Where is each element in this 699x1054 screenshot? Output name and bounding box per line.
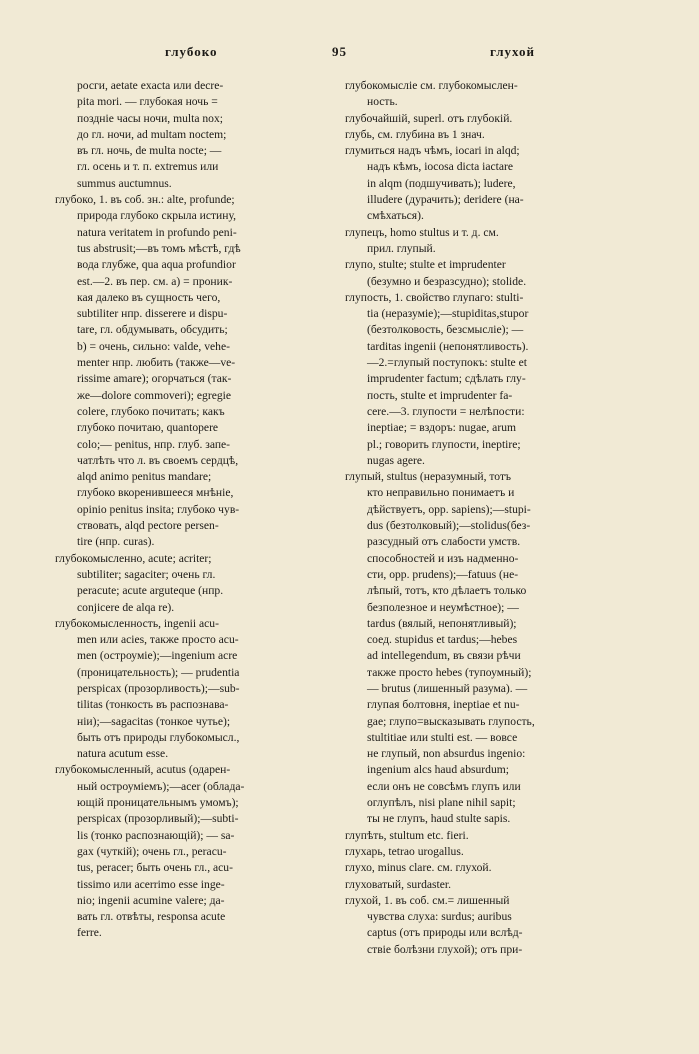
entry-line: imprudenter factum; сдѣлать глу- (367, 372, 526, 386)
entry-line: illudere (дурачить); deridere (на- (367, 193, 524, 207)
running-header (0, 44, 699, 64)
entry-line: ствовать, alqd pectore persen- (77, 519, 219, 533)
entry-headline: глупость, 1. свойство глупаго: stulti- (345, 290, 524, 304)
entry-line: tus abstrusit;—въ томъ мѣстѣ, гдѣ (77, 241, 241, 255)
entry-line: ствiе болѣзни глухой); отъ при- (367, 942, 523, 956)
entry-line: гл. осень и т. п. extremus или (77, 160, 219, 174)
dictionary-entry (345, 893, 625, 958)
entry-line: est.—2. въ пер. см. a) = проник- (77, 274, 233, 288)
entry-line: peracute; acute argutequе (нпр. (77, 584, 224, 598)
entry-line: tire (нпр. curas). (77, 535, 155, 549)
entry-headline: глубокомыслiе см. глубокомыслен- (345, 79, 518, 92)
entry-line: stultitiae или stulti est. — вовсе (367, 730, 518, 744)
entry-line: tissimo или acerrimo esse inge- (77, 877, 225, 891)
entry-line: смѣхаться). (367, 209, 424, 223)
dictionary-entry (345, 111, 625, 127)
entry-line: глубоко почитаю, quantopere (77, 421, 219, 435)
dictionary-entry (345, 143, 625, 224)
entry-headline: глубоко, 1. въ соб. зн.: alte, profunde; (55, 193, 235, 207)
dictionary-entry (345, 828, 625, 844)
entry-line: natura veritatem in profundo peni- (77, 225, 237, 239)
entry-line: вода глубже, qua aqua profundior (77, 258, 236, 272)
entry-line: subtiliter нпр. disserere и dispu- (77, 307, 228, 321)
entry-line: глупая болтовня, ineptiae et nu- (367, 698, 520, 712)
entry-line: gae; глупо=высказывать глупость, (367, 714, 535, 728)
entry-line: ineptiae; = вздоръ: nugae, arum (367, 421, 517, 435)
entry-headline: глухо, minus clare. см. глухой. (345, 861, 492, 875)
entry-line: сти, opp. prudens);—fatuus (не- (367, 567, 519, 581)
dictionary-entry (55, 78, 340, 192)
entry-headline: глубокомысленность, ingenii acu- (55, 616, 219, 630)
entry-headline: глубочайшiй, superl. отъ глубокiй. (345, 111, 513, 125)
entry-line: не глупый, non absurdus ingenio: (367, 747, 526, 761)
entry-line: глубоко вкоренившееся мнѣнiе, (77, 486, 234, 500)
entry-line: разсудный отъ слабости умств. (367, 535, 521, 549)
entry-line: opinio penitus insita; глубоко чув- (77, 502, 240, 516)
entry-line: conjicere de alqa re). (77, 600, 175, 614)
dictionary-entry (345, 469, 625, 828)
entry-line: dus (безтолковый);—stolidus(без- (367, 519, 531, 533)
entry-line: summus auctumnus. (77, 176, 172, 190)
entry-line: colere, глубоко почитать; какъ (77, 404, 225, 418)
entry-headline: глубь, см. глубина въ 1 знач. (345, 127, 485, 141)
entry-line: природа глубоко скрыла истину, (77, 209, 236, 223)
entry-line: прил. глупый. (367, 241, 436, 255)
dictionary-entry (345, 257, 625, 290)
right-column (345, 78, 625, 958)
entry-line: кая далеко въ сущность чего, (77, 290, 221, 304)
entry-line: вать гл. отвѣты, responsa acute (77, 910, 226, 924)
entry-line: пость, stulte et imprudenter fa- (367, 388, 513, 402)
entry-line: оглупѣлъ, nisi plane nihil sapit; (367, 796, 516, 810)
entry-line: men (остроумiе);—ingenium acre (77, 649, 238, 663)
entry-line: —2.=глупый поступокъ: stulte et (367, 356, 527, 370)
entry-headline: глумиться надъ чѣмъ, iocari in alqd; (345, 144, 520, 158)
entry-line: быть отъ природы глубокомысл., (77, 730, 240, 744)
entry-line: captus (отъ природы или вслѣд- (367, 926, 523, 940)
entry-headline: глупѣть, stultum etc. fieri. (345, 828, 469, 842)
entry-line: (проницательность); — prudentia (77, 665, 240, 679)
entry-line: ты не глупъ, haud stulte sapis. (367, 812, 511, 826)
entry-line: до гл. ночи, ad multam noctem; (77, 127, 227, 141)
dictionary-entry (345, 225, 625, 258)
entry-line: tilitas (тонкость въ распознава- (77, 698, 229, 712)
entry-line: b) = очень, сильно: valde, vehe- (77, 339, 230, 353)
entry-line: соед. stupidus et tardus;—hebes (367, 633, 518, 647)
dictionary-entry (55, 192, 340, 551)
page-number: 95 (332, 44, 347, 59)
dictionary-entry (345, 860, 625, 876)
entry-line: ность. (367, 95, 398, 109)
dictionary-entry (55, 762, 340, 941)
entry-line: in alqm (подшучивать); ludere, (367, 176, 516, 190)
entry-line: чувства слуха: surdus; auribus (367, 910, 512, 924)
dictionary-entry (345, 877, 625, 893)
entry-line: позднiе часы ночи, multa nox; (77, 111, 223, 125)
entry-line: nugas agere. (367, 453, 425, 467)
entry-line: дѣйствуетъ, opp. sapiens);—stupi- (367, 502, 531, 516)
entry-line: если онъ не совсѣмъ глупъ или (367, 779, 521, 793)
entry-line: perspicax (прозорливый);—subti- (77, 812, 239, 826)
entry-line: alqd animo penitus mandare; (77, 470, 212, 484)
entry-line: tardus (вялый, непонятливый); (367, 616, 517, 630)
entry-line: subtiliter; sagaciter; очень гл. (77, 567, 216, 581)
entry-line: nio; ingenii acumine valere; да- (77, 893, 225, 907)
entry-line: чатлѣть что л. въ своемъ сердцѣ, (77, 453, 239, 467)
entry-line: ный остроумiемъ);—acer (облада- (77, 779, 245, 793)
entry-headline: глубокомысленно, acute; acriter; (55, 551, 212, 565)
entry-line: (безумно и безразсудно); stolide. (367, 274, 527, 288)
entry-headline: глупецъ, homo stultus и т. д. см. (345, 225, 499, 239)
entry-line: perspicax (прозорливость);—sub- (77, 681, 240, 695)
entry-line: colo;— penitus, нпр. глуб. запе- (77, 437, 231, 451)
entry-line: gax (чуткiй); очень гл., peracu- (77, 844, 227, 858)
entry-line: rissime amare); огорчаться (так- (77, 372, 232, 386)
entry-line: pl.; говорить глупости, ineptire; (367, 437, 521, 451)
entry-line: tare, гл. обдумывать, обсудить; (77, 323, 228, 337)
entry-line: кто неправильно понимаетъ и (367, 486, 515, 500)
entry-line: росги, aetate exacta или decre- (77, 79, 224, 92)
entry-line: въ гл. ночь, de multa nocte; — (77, 144, 222, 158)
header-right-word: глухой (490, 44, 536, 59)
header-left-word: глубоко (165, 44, 218, 59)
entry-line: ferre. (77, 926, 102, 940)
entry-line: lis (тонко распознающiй); — sa- (77, 828, 235, 842)
entry-headline: глуховатый, surdaster. (345, 877, 452, 891)
entry-line: — brutus (лишенный разума). — (367, 681, 528, 695)
entry-headline: глубокомысленный, acutus (одарен- (55, 763, 231, 777)
dictionary-entry (345, 844, 625, 860)
entry-line: men или acies, также просто acu- (77, 633, 239, 647)
left-column (55, 78, 340, 942)
entry-line: ingenium alcs haud absurdum; (367, 763, 509, 777)
dictionary-entry (55, 616, 340, 763)
entry-headline: глухарь, tetrao urogallus. (345, 844, 464, 858)
entry-headline: глухой, 1. въ соб. см.= лишенный (345, 893, 510, 907)
entry-line: лѣпый, тотъ, кто дѣлаетъ только (367, 584, 527, 598)
entry-line: tarditas ingenii (непонятливость). (367, 339, 529, 353)
entry-headline: глупо, stulte; stulte et imprudenter (345, 258, 506, 272)
entry-line: безполезное и неумѣстное); — (367, 600, 519, 614)
entry-line: pita mori. — глубокая ночь = (77, 95, 218, 109)
entry-line: надъ кѣмъ, iocosa dicta iactare (367, 160, 514, 174)
entry-line: также просто hebes (тупоумный); (367, 665, 532, 679)
entry-line: tia (неразумiе);—stupiditas,stupor (367, 307, 529, 321)
entry-line: (безтолковость, безсмыслiе); — (367, 323, 524, 337)
entry-line: menter нпр. любить (также—ve- (77, 356, 236, 370)
entry-line: способностей и изъ надменно- (367, 551, 519, 565)
dictionary-entry (345, 290, 625, 469)
entry-line: tus, peracer; быть очень гл., acu- (77, 861, 233, 875)
entry-line: нiи);—sagacitas (тонкое чутье); (77, 714, 231, 728)
entry-line: cere.—3. глупости = нелѣпости: (367, 404, 525, 418)
entry-headline: глупый, stultus (неразумный, тотъ (345, 470, 512, 484)
entry-line: же—dolore commoveri); egregie (77, 388, 232, 402)
dictionary-entry (345, 78, 625, 111)
entry-line: natura acutum esse. (77, 747, 169, 761)
entry-line: ad intellegendum, въ связи рѣчи (367, 649, 521, 663)
dictionary-entry (345, 127, 625, 143)
dictionary-entry (55, 551, 340, 616)
entry-line: ющiй проницательнымъ умомъ); (77, 796, 239, 810)
